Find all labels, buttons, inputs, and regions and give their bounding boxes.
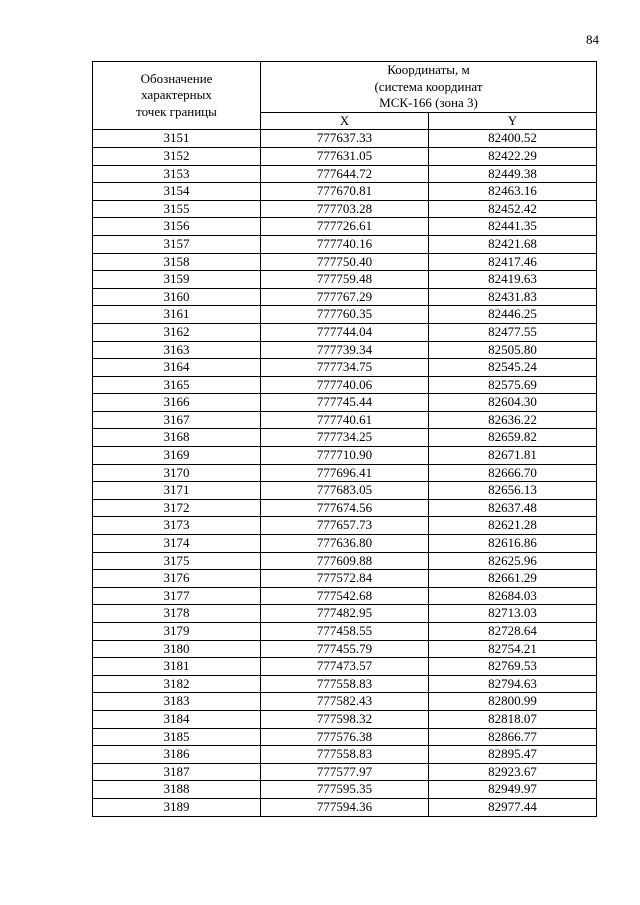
x-coordinate-cell: 777609.88 bbox=[261, 552, 429, 570]
x-coordinate-cell: 777576.38 bbox=[261, 728, 429, 746]
y-coordinate-cell: 82421.68 bbox=[429, 235, 597, 253]
x-coordinate-cell: 777572.84 bbox=[261, 570, 429, 588]
point-id-cell: 3157 bbox=[93, 235, 261, 253]
y-coordinate-cell: 82671.81 bbox=[429, 447, 597, 465]
y-coordinate-cell: 82616.86 bbox=[429, 535, 597, 553]
table-row bbox=[93, 781, 597, 799]
x-coordinate-cell: 777734.25 bbox=[261, 429, 429, 447]
point-id-cell: 3153 bbox=[93, 165, 261, 183]
header-col-x: X bbox=[261, 112, 429, 130]
point-id-cell: 3165 bbox=[93, 376, 261, 394]
header-point-label bbox=[93, 62, 261, 130]
y-coordinate-cell: 82505.80 bbox=[429, 341, 597, 359]
y-coordinate-cell: 82800.99 bbox=[429, 693, 597, 711]
x-coordinate-cell: 777740.16 bbox=[261, 235, 429, 253]
x-coordinate-cell: 777594.36 bbox=[261, 798, 429, 816]
header-label-line: Обозначение bbox=[140, 70, 213, 86]
x-coordinate-cell: 777674.56 bbox=[261, 499, 429, 517]
table-row bbox=[93, 376, 597, 394]
y-coordinate-cell: 82818.07 bbox=[429, 710, 597, 728]
y-coordinate-cell: 82575.69 bbox=[429, 376, 597, 394]
point-id-cell: 3151 bbox=[93, 130, 261, 148]
table-row bbox=[93, 429, 597, 447]
table-row bbox=[93, 394, 597, 412]
header-coords-line: МСК-166 (зона 3) bbox=[379, 95, 478, 111]
table-row bbox=[93, 728, 597, 746]
table-row bbox=[93, 464, 597, 482]
point-id-cell: 3159 bbox=[93, 271, 261, 289]
table-row bbox=[93, 271, 597, 289]
point-id-cell: 3162 bbox=[93, 323, 261, 341]
point-id-cell: 3188 bbox=[93, 781, 261, 799]
point-id-cell: 3170 bbox=[93, 464, 261, 482]
header-label-line: точек границы bbox=[136, 103, 217, 119]
x-coordinate-cell: 777750.40 bbox=[261, 253, 429, 271]
x-coordinate-cell: 777644.72 bbox=[261, 165, 429, 183]
table-row bbox=[93, 288, 597, 306]
x-coordinate-cell: 777473.57 bbox=[261, 658, 429, 676]
y-coordinate-cell: 82463.16 bbox=[429, 183, 597, 201]
point-id-cell: 3156 bbox=[93, 218, 261, 236]
y-coordinate-cell: 82713.03 bbox=[429, 605, 597, 623]
table-body bbox=[93, 130, 597, 816]
point-id-cell: 3174 bbox=[93, 535, 261, 553]
y-coordinate-cell: 82625.96 bbox=[429, 552, 597, 570]
x-coordinate-cell: 777745.44 bbox=[261, 394, 429, 412]
table-row bbox=[93, 693, 597, 711]
x-coordinate-cell: 777558.83 bbox=[261, 746, 429, 764]
page-number: 84 bbox=[586, 32, 599, 47]
point-id-cell: 3187 bbox=[93, 763, 261, 781]
y-coordinate-cell: 82417.46 bbox=[429, 253, 597, 271]
point-id-cell: 3185 bbox=[93, 728, 261, 746]
header-coordinates bbox=[261, 62, 597, 113]
table-row bbox=[93, 482, 597, 500]
table-row bbox=[93, 587, 597, 605]
table-row bbox=[93, 411, 597, 429]
point-id-cell: 3164 bbox=[93, 359, 261, 377]
y-coordinate-cell: 82431.83 bbox=[429, 288, 597, 306]
header-col-y: Y bbox=[429, 112, 597, 130]
y-coordinate-cell: 82452.42 bbox=[429, 200, 597, 218]
point-id-cell: 3177 bbox=[93, 587, 261, 605]
point-id-cell: 3166 bbox=[93, 394, 261, 412]
table-row bbox=[93, 798, 597, 816]
point-id-cell: 3158 bbox=[93, 253, 261, 271]
y-coordinate-cell: 82769.53 bbox=[429, 658, 597, 676]
y-coordinate-cell: 82754.21 bbox=[429, 640, 597, 658]
x-coordinate-cell: 777744.04 bbox=[261, 323, 429, 341]
x-coordinate-cell: 777760.35 bbox=[261, 306, 429, 324]
point-id-cell: 3181 bbox=[93, 658, 261, 676]
point-id-cell: 3178 bbox=[93, 605, 261, 623]
table-row bbox=[93, 183, 597, 201]
table-row bbox=[93, 605, 597, 623]
point-id-cell: 3154 bbox=[93, 183, 261, 201]
point-id-cell: 3175 bbox=[93, 552, 261, 570]
table-header bbox=[93, 62, 597, 130]
point-id-cell: 3168 bbox=[93, 429, 261, 447]
y-coordinate-cell: 82422.29 bbox=[429, 147, 597, 165]
table-row bbox=[93, 253, 597, 271]
table-row bbox=[93, 746, 597, 764]
table-row bbox=[93, 640, 597, 658]
y-coordinate-cell: 82637.48 bbox=[429, 499, 597, 517]
x-coordinate-cell: 777631.05 bbox=[261, 147, 429, 165]
x-coordinate-cell: 777595.35 bbox=[261, 781, 429, 799]
point-id-cell: 3186 bbox=[93, 746, 261, 764]
point-id-cell: 3160 bbox=[93, 288, 261, 306]
x-coordinate-cell: 777710.90 bbox=[261, 447, 429, 465]
point-id-cell: 3171 bbox=[93, 482, 261, 500]
y-coordinate-cell: 82604.30 bbox=[429, 394, 597, 412]
y-coordinate-cell: 82949.97 bbox=[429, 781, 597, 799]
table-row bbox=[93, 306, 597, 324]
x-coordinate-cell: 777637.33 bbox=[261, 130, 429, 148]
x-coordinate-cell: 777759.48 bbox=[261, 271, 429, 289]
y-coordinate-cell: 82419.63 bbox=[429, 271, 597, 289]
y-coordinate-cell: 82659.82 bbox=[429, 429, 597, 447]
point-id-cell: 3183 bbox=[93, 693, 261, 711]
table-row bbox=[93, 552, 597, 570]
point-id-cell: 3167 bbox=[93, 411, 261, 429]
x-coordinate-cell: 777542.68 bbox=[261, 587, 429, 605]
x-coordinate-cell: 777740.61 bbox=[261, 411, 429, 429]
header-label-line: характерных bbox=[141, 87, 212, 103]
y-coordinate-cell: 82400.52 bbox=[429, 130, 597, 148]
y-coordinate-cell: 82661.29 bbox=[429, 570, 597, 588]
table-row bbox=[93, 323, 597, 341]
table-row bbox=[93, 130, 597, 148]
table-row bbox=[93, 359, 597, 377]
x-coordinate-cell: 777696.41 bbox=[261, 464, 429, 482]
point-id-cell: 3172 bbox=[93, 499, 261, 517]
y-coordinate-cell: 82895.47 bbox=[429, 746, 597, 764]
table-row bbox=[93, 341, 597, 359]
table-row bbox=[93, 200, 597, 218]
point-id-cell: 3180 bbox=[93, 640, 261, 658]
x-coordinate-cell: 777740.06 bbox=[261, 376, 429, 394]
x-coordinate-cell: 777482.95 bbox=[261, 605, 429, 623]
x-coordinate-cell: 777703.28 bbox=[261, 200, 429, 218]
point-id-cell: 3169 bbox=[93, 447, 261, 465]
y-coordinate-cell: 82545.24 bbox=[429, 359, 597, 377]
point-id-cell: 3176 bbox=[93, 570, 261, 588]
table-row bbox=[93, 165, 597, 183]
y-coordinate-cell: 82636.22 bbox=[429, 411, 597, 429]
y-coordinate-cell: 82666.70 bbox=[429, 464, 597, 482]
point-id-cell: 3163 bbox=[93, 341, 261, 359]
x-coordinate-cell: 777582.43 bbox=[261, 693, 429, 711]
y-coordinate-cell: 82794.63 bbox=[429, 675, 597, 693]
y-coordinate-cell: 82977.44 bbox=[429, 798, 597, 816]
x-coordinate-cell: 777726.61 bbox=[261, 218, 429, 236]
point-id-cell: 3182 bbox=[93, 675, 261, 693]
table-row bbox=[93, 535, 597, 553]
x-coordinate-cell: 777577.97 bbox=[261, 763, 429, 781]
point-id-cell: 3179 bbox=[93, 623, 261, 641]
point-id-cell: 3189 bbox=[93, 798, 261, 816]
point-id-cell: 3161 bbox=[93, 306, 261, 324]
coordinates-table bbox=[92, 61, 597, 817]
y-coordinate-cell: 82684.03 bbox=[429, 587, 597, 605]
table-row bbox=[93, 447, 597, 465]
y-coordinate-cell: 82477.55 bbox=[429, 323, 597, 341]
point-id-cell: 3155 bbox=[93, 200, 261, 218]
y-coordinate-cell: 82441.35 bbox=[429, 218, 597, 236]
table-row bbox=[93, 710, 597, 728]
point-id-cell: 3184 bbox=[93, 710, 261, 728]
x-coordinate-cell: 777657.73 bbox=[261, 517, 429, 535]
x-coordinate-cell: 777598.32 bbox=[261, 710, 429, 728]
x-coordinate-cell: 777670.81 bbox=[261, 183, 429, 201]
y-coordinate-cell: 82449.38 bbox=[429, 165, 597, 183]
point-id-cell: 3173 bbox=[93, 517, 261, 535]
x-coordinate-cell: 777558.83 bbox=[261, 675, 429, 693]
x-coordinate-cell: 777734.75 bbox=[261, 359, 429, 377]
point-id-cell: 3152 bbox=[93, 147, 261, 165]
table-row bbox=[93, 517, 597, 535]
y-coordinate-cell: 82446.25 bbox=[429, 306, 597, 324]
table-row bbox=[93, 763, 597, 781]
y-coordinate-cell: 82656.13 bbox=[429, 482, 597, 500]
x-coordinate-cell: 777767.29 bbox=[261, 288, 429, 306]
table-row bbox=[93, 570, 597, 588]
y-coordinate-cell: 82728.64 bbox=[429, 623, 597, 641]
x-coordinate-cell: 777636.80 bbox=[261, 535, 429, 553]
x-coordinate-cell: 777455.79 bbox=[261, 640, 429, 658]
table-row bbox=[93, 675, 597, 693]
table-row bbox=[93, 235, 597, 253]
table-row bbox=[93, 623, 597, 641]
header-coords-line: Координаты, м bbox=[387, 62, 470, 77]
table-row bbox=[93, 218, 597, 236]
y-coordinate-cell: 82866.77 bbox=[429, 728, 597, 746]
y-coordinate-cell: 82621.28 bbox=[429, 517, 597, 535]
table-row bbox=[93, 499, 597, 517]
table-row bbox=[93, 658, 597, 676]
y-coordinate-cell: 82923.67 bbox=[429, 763, 597, 781]
x-coordinate-cell: 777683.05 bbox=[261, 482, 429, 500]
table-row bbox=[93, 147, 597, 165]
x-coordinate-cell: 777739.34 bbox=[261, 341, 429, 359]
header-coords-line: (система координат bbox=[374, 78, 483, 94]
x-coordinate-cell: 777458.55 bbox=[261, 623, 429, 641]
